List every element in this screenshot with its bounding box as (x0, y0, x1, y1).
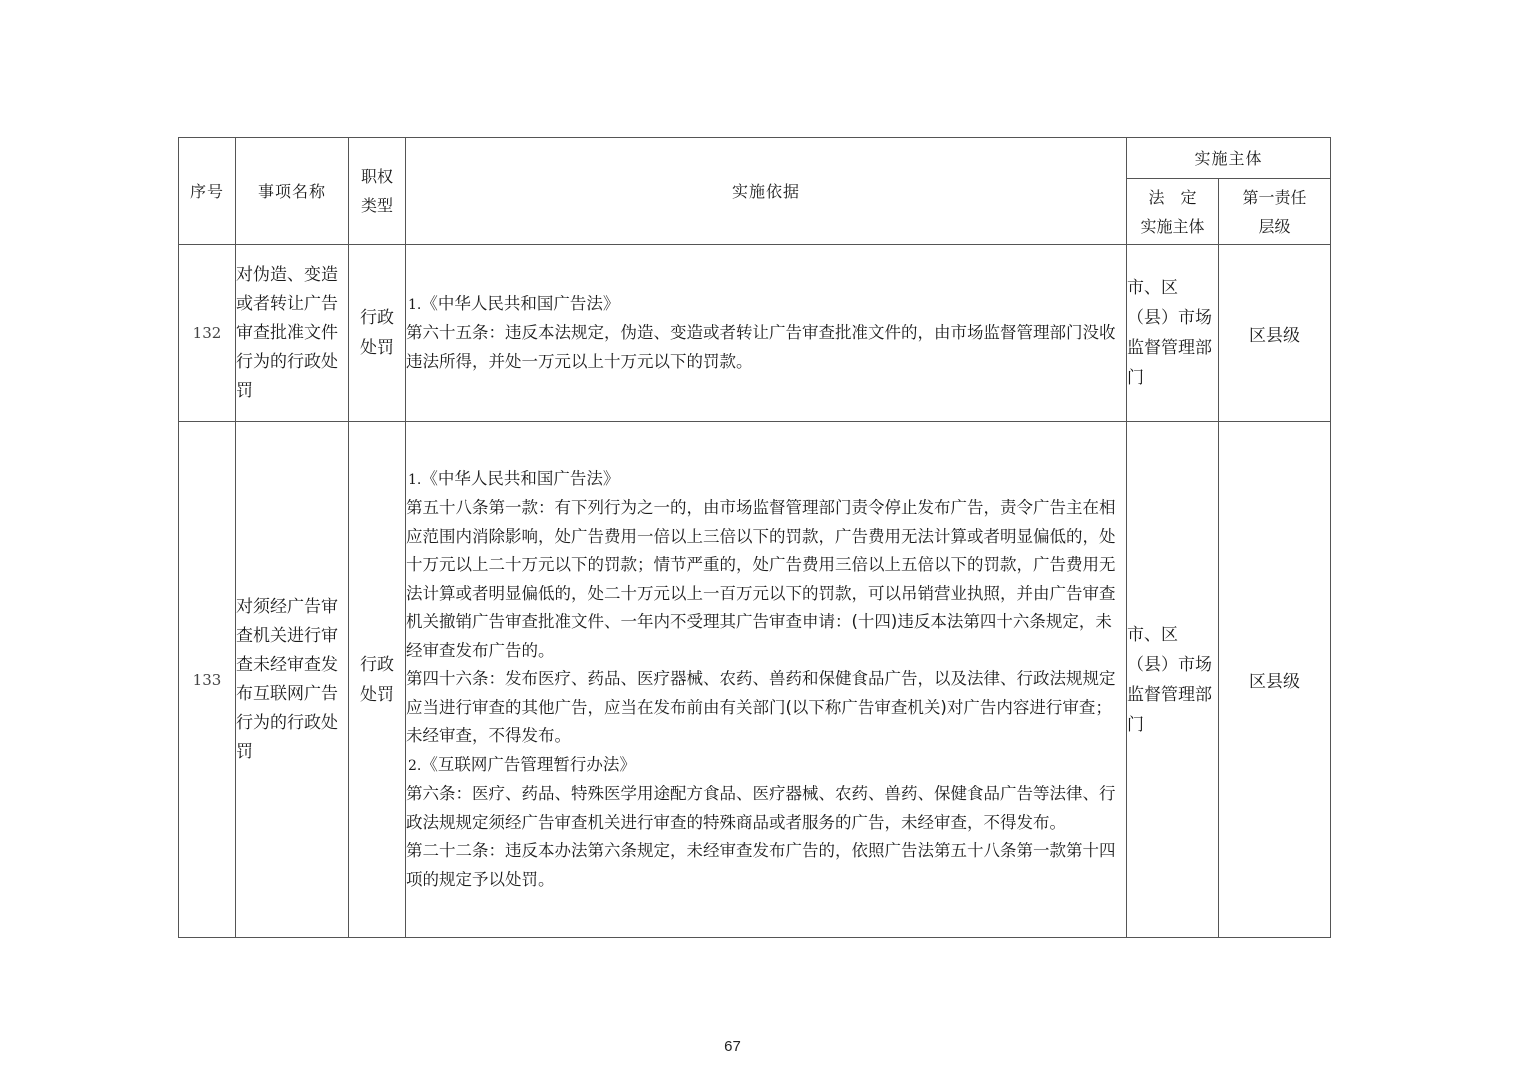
basis-article: 第六十五条：违反本法规定，伪造、变造或者转让广告审查批准文件的，由市场监督管理部门没收违法所得，并处一万元以上十万元以下的罚款。 (406, 323, 1116, 371)
row-kind-line1: 行政 (360, 654, 394, 675)
row-kind-line2: 处罚 (360, 338, 394, 358)
header-legal-subject-line1: 法 定 (1148, 187, 1197, 207)
row-level: 区县级 (1219, 422, 1331, 938)
table-row (179, 422, 1331, 938)
header-seq: 序号 (179, 138, 236, 245)
row-legal-subject: 市、区（县）市场监督管理部门 (1127, 245, 1219, 422)
row-seq: 133 (179, 422, 236, 938)
row-kind (349, 245, 406, 422)
row-basis (406, 245, 1127, 422)
basis-article: 第五十八条第一款：有下列行为之一的，由市场监督管理部门责令停止发布广告，责令广告主在相应范围内消除影响，处广告费用一倍以上三倍以下的罚款，广告费用无法计算或者明显偏低的，处十万元以上二十万元以下的罚款；情节严重的，处广告费用三倍以上五倍以下的罚款，广告费用无法计算或者明显偏低的，处二十万元以上一百万元以下的罚款，可以吊销营业执照，并由广告审查机关撤销广告审查批准文件、一年内不受理其广告审查申请：(十四)违反本法第四十六条规定，未经审查发布广告的。 (406, 498, 1116, 660)
table-row (179, 245, 1331, 422)
row-level: 区县级 (1219, 245, 1331, 422)
row-basis (406, 422, 1127, 938)
basis-article: 第六条：医疗、药品、特殊医学用途配方食品、医疗器械、农药、兽药、保健食品广告等法律、行政法规规定须经广告审查机关进行审查的特殊商品或者服务的广告，未经审查，不得发布。 (406, 784, 1116, 832)
header-kind-line1: 职权 (360, 167, 393, 186)
header-legal-subject-line2: 实施主体 (1140, 216, 1205, 236)
row-item-name: 对须经广告审查机关进行审查未经审查发布互联网广告行为的行政处罚 (236, 422, 349, 938)
row-kind (349, 422, 406, 938)
row-item-name: 对伪造、变造或者转让广告审查批准文件行为的行政处罚 (236, 245, 349, 422)
basis-number: 2. (408, 757, 422, 774)
basis-number: 1. (408, 471, 422, 488)
header-kind (349, 138, 406, 245)
header-name: 事项名称 (236, 138, 349, 245)
basis-article: 第二十二条：违反本办法第六条规定，未经审查发布广告的，依照广告法第五十八条第一款第十四项的规定予以处罚。 (406, 841, 1116, 889)
basis-law-title (406, 751, 1126, 781)
row-legal-subject: 市、区（县）市场监督管理部门 (1127, 422, 1219, 938)
row-kind-line2: 处罚 (360, 684, 394, 705)
basis-law-name: 《中华人民共和国广告法》 (421, 468, 620, 488)
enforcement-items-table (178, 137, 1331, 938)
basis-law-name: 《互联网广告管理暂行办法》 (421, 754, 636, 774)
basis-law-title (406, 290, 1126, 320)
header-legal-subject (1127, 179, 1219, 245)
header-kind-line2: 类型 (360, 196, 393, 215)
header-subject-group: 实施主体 (1127, 138, 1331, 179)
row-seq: 132 (179, 245, 236, 422)
basis-number: 1. (408, 296, 422, 313)
row-kind-line1: 行政 (360, 308, 394, 328)
header-level (1219, 179, 1331, 245)
page-number: 67 (724, 1038, 741, 1055)
header-level-line2: 层级 (1258, 216, 1291, 236)
basis-law-name: 《中华人民共和国广告法》 (421, 293, 620, 313)
header-level-line1: 第一责任 (1242, 187, 1307, 207)
basis-article: 第四十六条：发布医疗、药品、医疗器械、农药、兽药和保健食品广告，以及法律、行政法规规定应当进行审查的其他广告，应当在发布前由有关部门(以下称广告审查机关)对广告内容进行审查；未经审查，不得发布。 (406, 669, 1116, 746)
header-basis: 实施依据 (406, 138, 1127, 245)
basis-law-title (406, 465, 1126, 495)
